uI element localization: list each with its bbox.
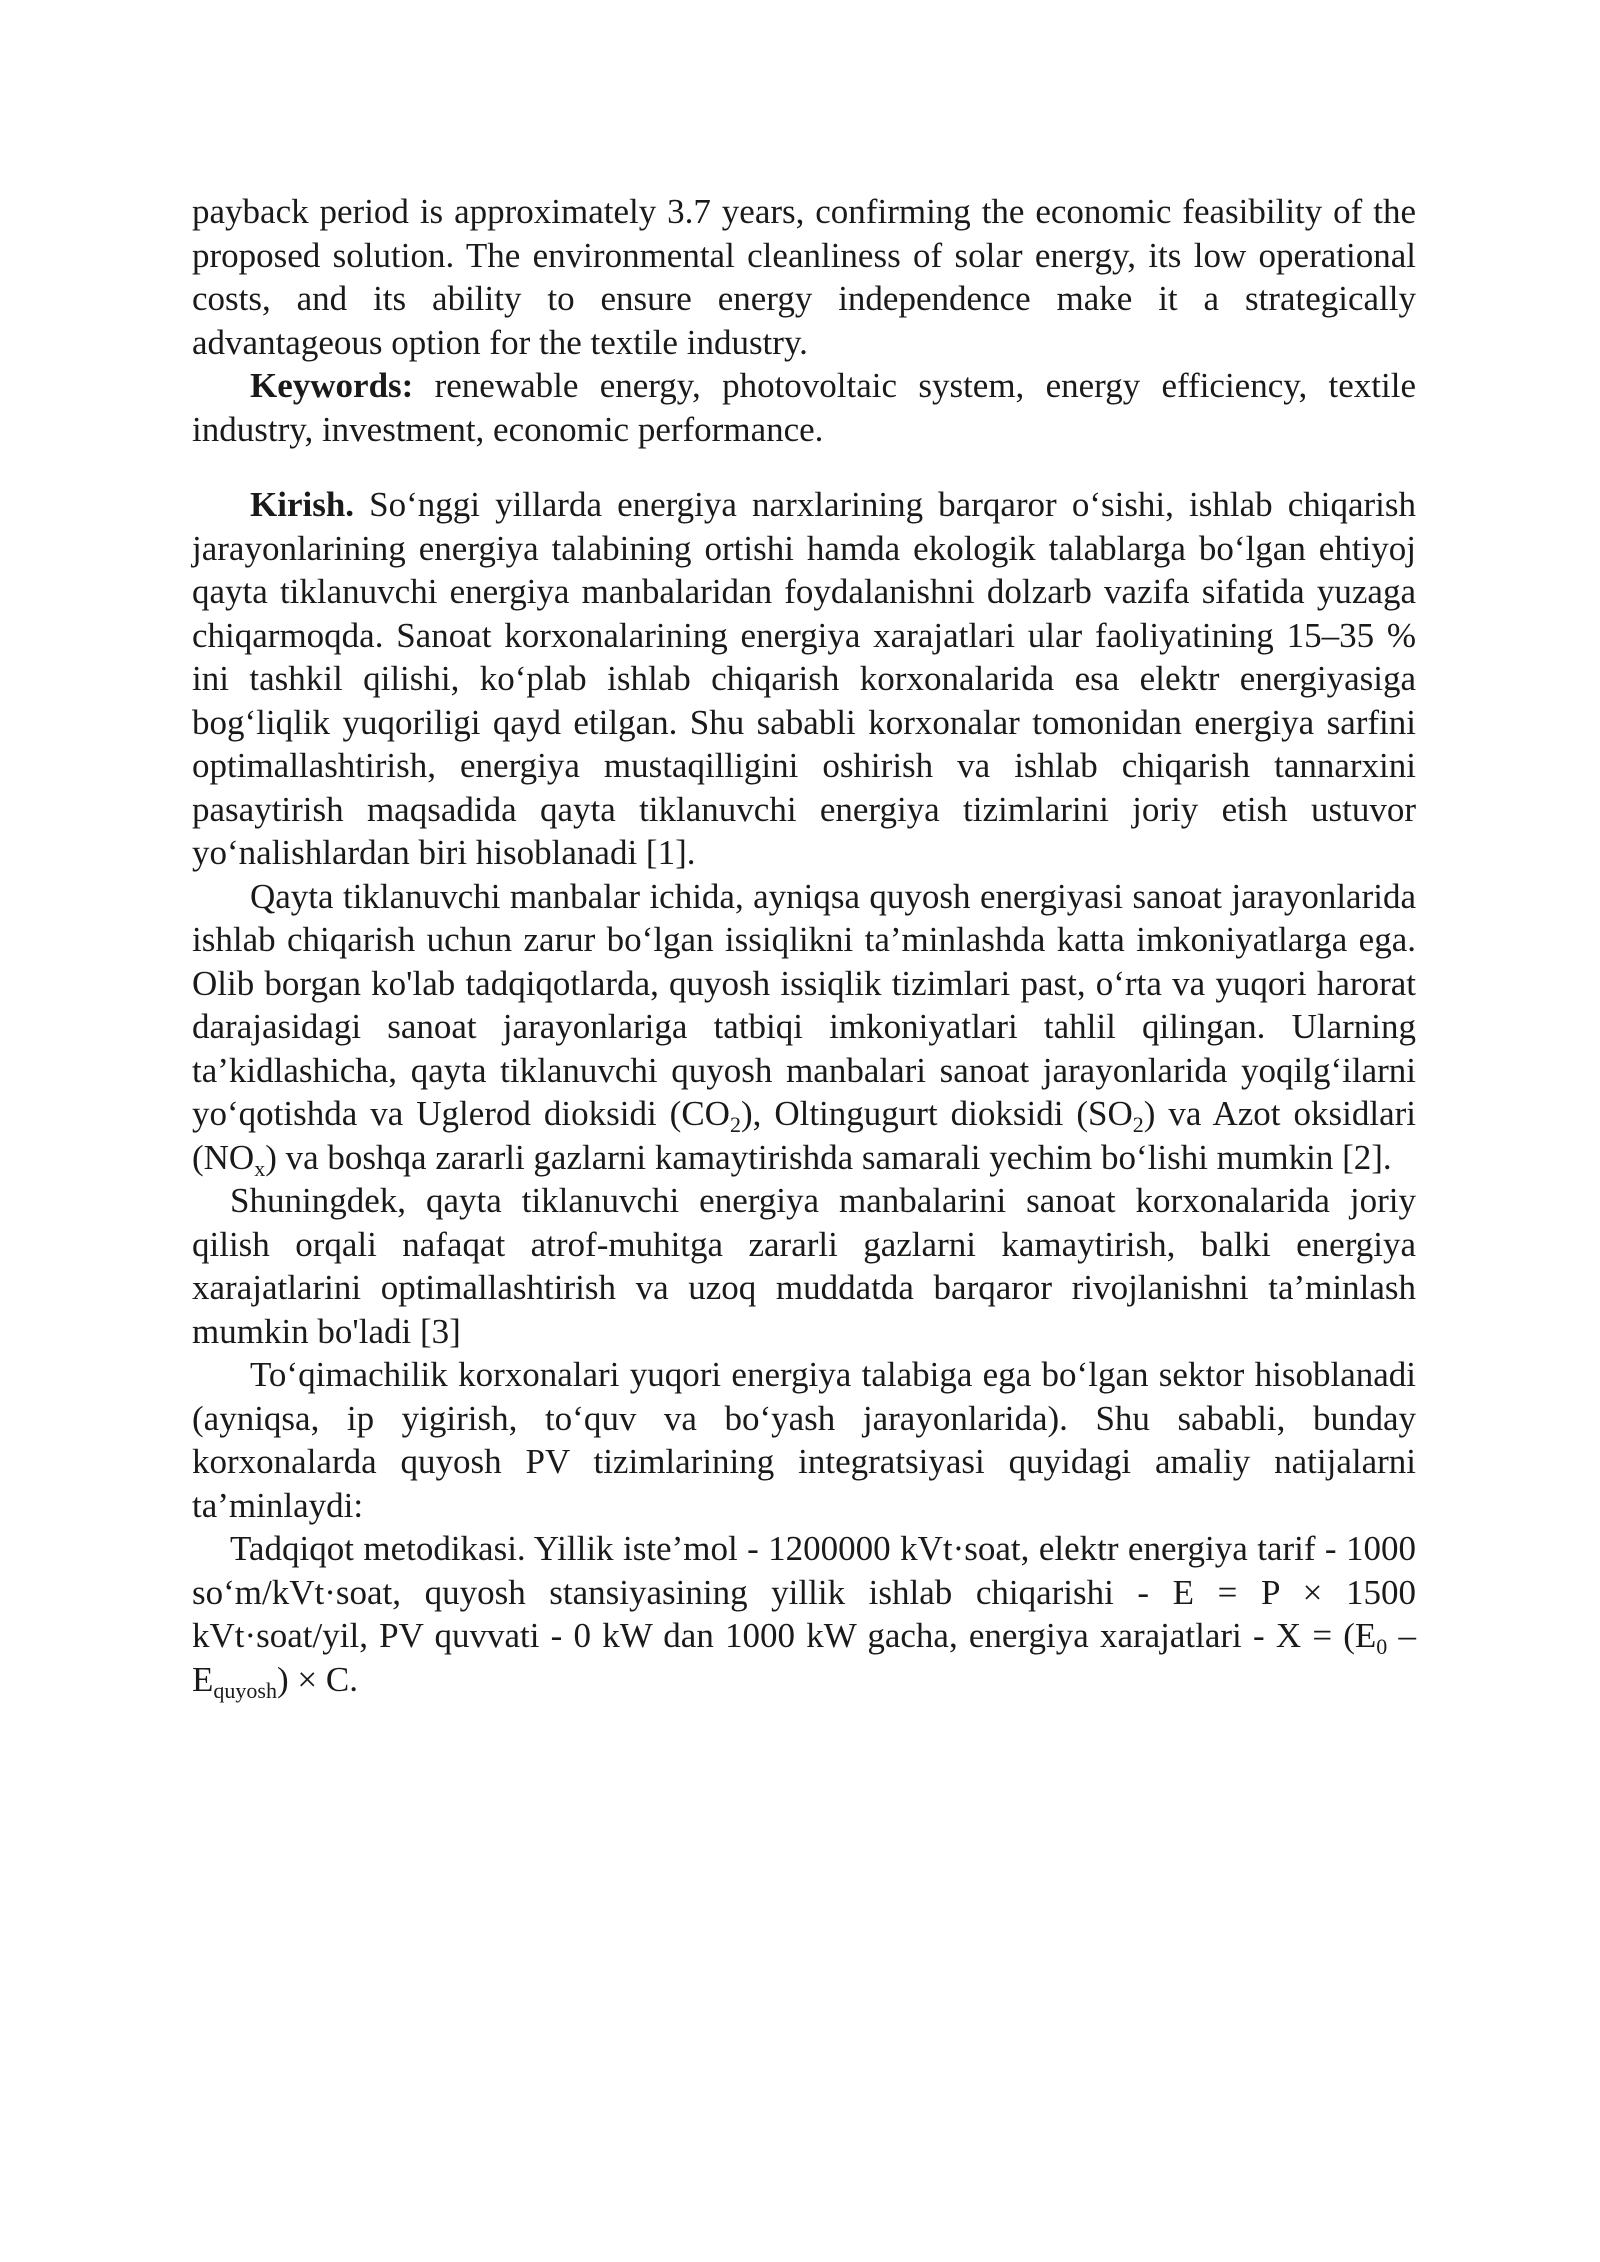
- nox-subscript: x: [254, 1155, 266, 1181]
- so2-subscript: 2: [1132, 1112, 1144, 1137]
- methodology-text-1: Tadqiqot metodikasi. Yillik iste’mol - 1200000 kVt·soat, elektr energiya tarif - 1000 so‘m/kVt·soat, quyosh stansiyasining yillik ishlab chiqarishi - E = P × 1500 kVt·soat/yil, PV quvvati - 0 kW dan 1000 kW gacha, energiya xarajatlari - X = (E: [192, 1529, 1416, 1655]
- intro-label: Kirish.: [250, 485, 355, 524]
- abstract-tail-paragraph: payback period is approximately 3.7 years, confirming the economic feasibility of the proposed solution. The environmental cleanliness of solar energy, its low operational costs, and its ability to ensure energy independence make it a strategically advantageous option for the textile industry.: [192, 192, 1416, 362]
- keywords-label: Keywords:: [250, 366, 414, 405]
- document-page: [192, 190, 1416, 1701]
- methodology-paragraph: [192, 1527, 1416, 1701]
- section-gap: [192, 451, 1416, 483]
- equyosh-subscript: quyosh: [213, 1677, 277, 1703]
- solar-heat-text-2: ), Oltingugurt dioksidi (SO: [740, 1094, 1133, 1133]
- intro-text: So‘nggi yillarda energiya narxlarining barqaror o‘sishi, ishlab chiqarish jarayonlarining energiya talabining ortishi hamda ekologik talablarga bo‘lgan ehtiyoj qayta tiklanuvchi energiya manbalaridan foydalanishni dolzarb vazifa sifatida yuzaga chiqarmoqda. Sanoat korxonalarining energiya xarajatlari ular faoliyatining 15–35 % ini tashkil qilishi, ko‘plab ishlab chiqarish korxonalarida esa elektr energiyasiga bog‘liqlik yuqoriligi qayd etilgan. Shu sababli korxonalar tomonidan energiya sarfini optimallashtirish, energiya mustaqilligini oshirish va ishlab chiqarish tannarxini pasaytirish maqsadida qayta tiklanuvchi energiya tizimlarini joriy etish ustuvor yo‘nalishlardan biri hisoblanadi [1].: [192, 485, 1416, 872]
- solar-heat-text-4: ) va boshqa zararli gazlarni kamaytirishda samarali yechim bo‘lishi mumkin [2].: [265, 1137, 1392, 1177]
- intro-paragraph: [192, 483, 1416, 875]
- solar-heat-text-3: ) va Azot oksidlari (NO: [192, 1094, 1416, 1177]
- methodology-text-2: – E: [192, 1616, 1416, 1699]
- keywords-text: renewable energy, photovoltaic system, energy efficiency, textile industry, investment, economic performance.: [192, 366, 1416, 449]
- textile-sector-paragraph: To‘qimachilik korxonalari yuqori energiya talabiga ega bo‘lgan sektor hisoblanadi (ayniqsa, ip yigirish, to‘quv va bo‘yash jarayonlarida). Shu sababli, bunday korxonalarda quyosh PV tizimlarining integratsiyasi quyidagi amaliy natijalarni ta’minlaydi:: [192, 1355, 1416, 1525]
- e0-subscript: 0: [1376, 1634, 1388, 1659]
- solar-heat-text-1: Qayta tiklanuvchi manbalar ichida, ayniqsa quyosh energiyasi sanoat jarayonlarida ishlab chiqarish uchun zarur bo‘lgan issiqlikni ta’minlashda katta imkoniyatlarga ega. Olib borgan ko'lab tadqiqotlarda, quyosh issiqlik tizimlari past, o‘rta va yuqori harorat darajasidagi sanoat jarayonlariga tatbiqi imkoniyatlari tahlil qilingan. Ularning ta’kidlashicha, qayta tiklanuvchi quyosh manbalari sanoat jarayonlarida yoqilg‘ilarni yo‘qotishda va Uglerod dioksidi (CO: [192, 876, 1416, 1133]
- renewable-benefits-paragraph: Shuningdek, qayta tiklanuvchi energiya manbalarini sanoat korxonalarida joriy qilish orqali nafaqat atrof-muhitga zararli gazlarni kamaytirish, balki energiya xarajatlarini optimallashtirish va uzoq muddatda barqaror rivojlanishni ta’minlash mumkin bo'ladi [3]: [192, 1181, 1416, 1351]
- keywords-paragraph: [192, 364, 1416, 451]
- solar-heat-paragraph: [192, 875, 1416, 1180]
- co2-subscript: 2: [729, 1112, 741, 1137]
- methodology-text-3: ) × C.: [276, 1659, 358, 1699]
